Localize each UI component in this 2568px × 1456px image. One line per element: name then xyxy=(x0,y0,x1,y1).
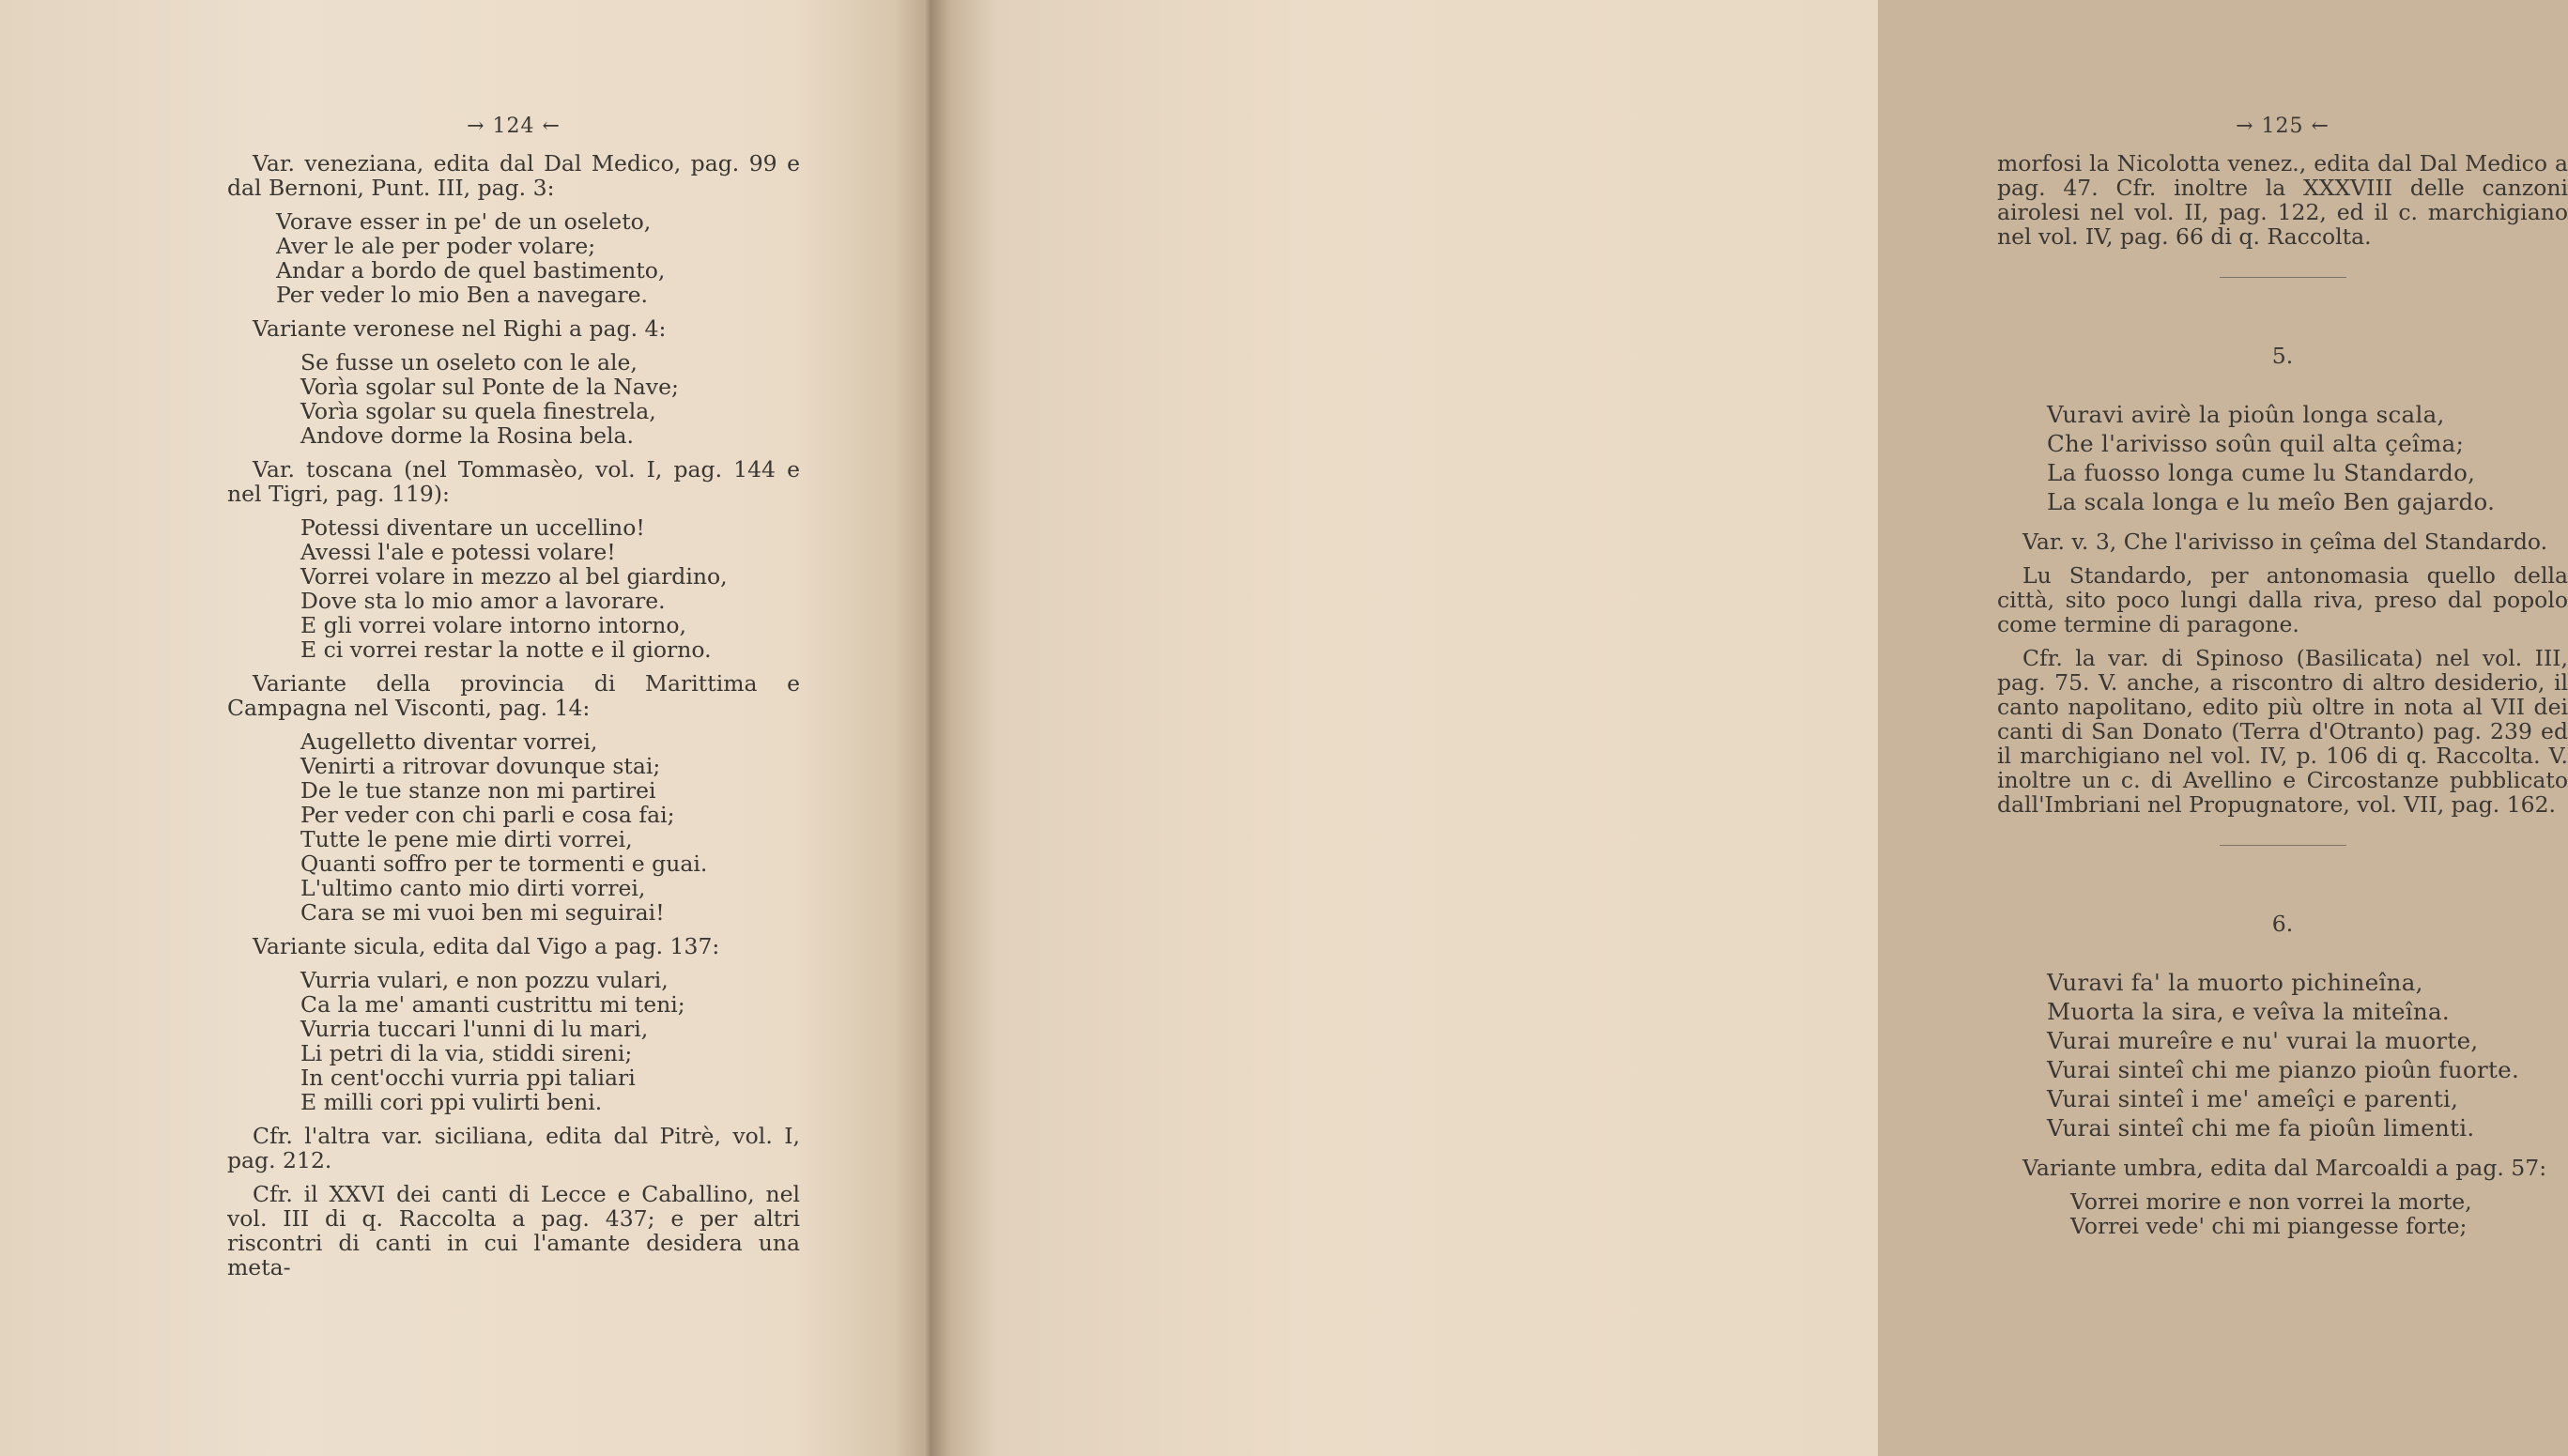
verse-line: In cent'occhi vurria ppi taliari xyxy=(300,1065,636,1091)
verse-line: Vuravi fa' la muorto pichineîna, xyxy=(2047,969,2423,996)
variant-paragraph: Var. toscana (nel Tommasèo, vol. I, pag. 144 e nel Tigri, pag. 119): xyxy=(227,456,800,507)
verse-block xyxy=(300,968,800,1114)
verse-line: Andove dorme la Rosina bela. xyxy=(300,422,635,449)
song-number-5: 5. xyxy=(2271,343,2294,369)
variant-paragraph: Variante sicula, edita dal Vigo a pag. 137: xyxy=(253,933,720,959)
verse-line: Vurai mureîre e nu' vurai la muorte, xyxy=(2047,1027,2479,1054)
verse-line: Tutte le pene mie dirti vorrei, xyxy=(300,826,633,852)
song-6-variant-note: Variante umbra, edita dal Marcoaldi a pag. 57: xyxy=(2022,1155,2547,1181)
verse-line: Vorìa sgolar su quela finestrela, xyxy=(300,398,656,424)
song-5-notes xyxy=(1997,529,2568,817)
verse-line: L'ultimo canto mio dirti vorrei, xyxy=(300,875,646,901)
variant-paragraph: Cfr. l'altra var. siciliana, edita dal Pitrè, vol. I, pag. 212. xyxy=(227,1123,800,1173)
verse-line: Augelletto diventar vorrei, xyxy=(300,728,598,755)
verse-block xyxy=(276,209,800,307)
page-number-right: → 125 ← xyxy=(2236,115,2330,138)
verse-line: E ci vorrei restar la notte e il giorno. xyxy=(300,636,712,663)
verse-line: Dove sta lo mio amor a lavorare. xyxy=(300,588,666,614)
song-5-note: Cfr. la var. di Spinoso (Basilicata) nel vol. III, pag. 75. V. anche, a riscontro di altro desiderio, il canto napolitano, edito più oltre in nota al VII dei canti di San Donato (Terra d'Otranto) pag. 239 ed il marchigiano nel vol. IV, p. 106 di q. Raccolta. V. inoltre un c. di Avellino e Circostanze pubblicato dall'Imbriani nel Propugnatore, vol. VII, pag. 162. xyxy=(1997,645,2568,818)
verse-line: Andar a bordo de quel bastimento, xyxy=(276,257,666,284)
verse-line: Che l'arivisso soûn quil alta çeîma; xyxy=(2047,430,2465,457)
verse-line: Vorrei volare in mezzo al bel giardino, xyxy=(300,563,728,590)
variant-paragraph: Cfr. il XXVI dei canti di Lecce e Caballino, nel vol. III di q. Raccolta a pag. 437; e per altri riscontri di canti in cui l'amante desidera una meta- xyxy=(227,1181,800,1280)
song-number-6: 6. xyxy=(2271,911,2294,937)
song-6-verse xyxy=(2047,968,2568,1142)
verse-line: Aver le ale per poder volare; xyxy=(276,233,596,259)
section-divider xyxy=(2220,277,2346,278)
verse-line: Vurria vulari, e non pozzu vulari, xyxy=(300,967,669,993)
verse-block xyxy=(300,350,800,448)
verse-line: E gli vorrei volare intorno intorno, xyxy=(300,612,686,638)
verse-line: Cara se mi vuoi ben mi seguirai! xyxy=(300,899,665,926)
page-number-left: → 124 ← xyxy=(467,115,561,138)
song-5-note: Var. v. 3, Che l'arivisso in çeîma del Standardo. xyxy=(2022,529,2548,555)
verse-line: Per veder con chi parli e cosa fai; xyxy=(300,802,675,828)
right-page xyxy=(931,0,2568,1456)
variant-paragraph: Var. veneziana, edita dal Dal Medico, pag. 99 e dal Bernoni, Punt. III, pag. 3: xyxy=(227,150,800,201)
variant-paragraph: Variante veronese nel Righi a pag. 4: xyxy=(253,315,667,342)
verse-line: Quanti soffro per te tormenti e guai. xyxy=(300,851,708,877)
verse-line: Per veder lo mio Ben a navegare. xyxy=(276,282,649,308)
verse-block xyxy=(300,729,800,925)
verse-line: Vurai sinteî i me' ameîçi e parenti, xyxy=(2047,1085,2459,1112)
verse-line: Muorta la sira, e veîva la miteîna. xyxy=(2047,998,2450,1025)
continuation-paragraph: morfosi la Nicolotta venez., edita dal Dal Medico a pag. 47. Cfr. inoltre la XXXVIII delle canzoni airolesi nel vol. II, pag. 122, ed il c. marchigiano nel vol. IV, pag. 66 di q. Raccolta. xyxy=(1997,150,2568,250)
verse-line: Ca la me' amanti custrittu mi teni; xyxy=(300,991,685,1018)
left-page-text xyxy=(227,115,800,1289)
verse-line: Se fusse un oseleto con le ale, xyxy=(300,349,638,375)
verse-line: E milli cori ppi vulirti beni. xyxy=(300,1089,603,1115)
left-page xyxy=(0,0,931,1456)
verse-line: La fuosso longa cume lu Standardo, xyxy=(2047,459,2476,486)
verse-line: Vurai sinteî chi me fa pioûn limenti. xyxy=(2047,1114,2475,1142)
verse-block xyxy=(300,515,800,662)
song-5-note: Lu Standardo, per antonomasia quello della città, sito poco lungi dalla riva, preso dal popolo come termine di paragone. xyxy=(1997,562,2568,637)
song-6-variant-verse xyxy=(2070,1189,2568,1238)
verse-line: Vurria tuccari l'unni di lu mari, xyxy=(300,1016,649,1042)
verse-line: Vuravi avirè la pioûn longa scala, xyxy=(2047,401,2445,428)
verse-line: Vorave esser in pe' de un oseleto, xyxy=(276,208,652,235)
verse-line: Li petri di la via, stiddi sireni; xyxy=(300,1040,633,1066)
verse-line: Vurai sinteî chi me pianzo pioûn fuorte. xyxy=(2047,1056,2520,1083)
verse-line: De le tue stanze non mi partirei xyxy=(300,777,656,804)
verse-line: Vorrei morire e non vorrei la morte, xyxy=(2070,1188,2472,1215)
verse-line: Avessi l'ale e potessi volare! xyxy=(300,539,616,565)
verse-line: Vorrei vede' chi mi piangesse forte; xyxy=(2070,1213,2468,1239)
section-divider xyxy=(2220,845,2346,846)
song-5-verse xyxy=(2047,400,2568,516)
verse-line: Venirti a ritrovar dovunque stai; xyxy=(300,753,661,779)
verse-line: Vorìa sgolar sul Ponte de la Nave; xyxy=(300,374,679,400)
verse-line: Potessi diventare un uccellino! xyxy=(300,514,645,541)
right-page-text xyxy=(1997,115,2568,1248)
variant-paragraph: Variante della provincia di Marittima e Campagna nel Visconti, pag. 14: xyxy=(227,670,800,721)
verse-line: La scala longa e lu meîo Ben gajardo. xyxy=(2047,488,2496,515)
